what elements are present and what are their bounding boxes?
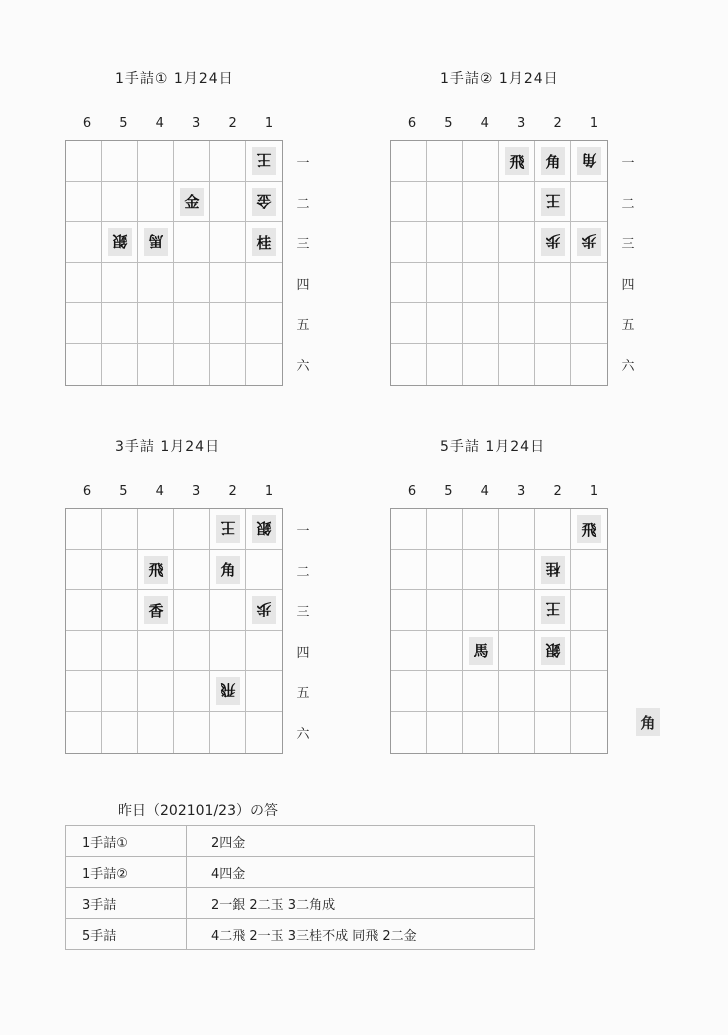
row-label: 一 [621, 156, 635, 171]
board-cell [499, 550, 535, 591]
board-cell [571, 509, 607, 550]
board-cell [463, 550, 499, 591]
row-label: 四 [296, 277, 310, 293]
board-cell [427, 631, 463, 672]
column-label: 3 [517, 484, 526, 499]
row-label: 六 [296, 359, 310, 374]
board-cell [138, 303, 174, 344]
board-cell [427, 671, 463, 712]
column-label: 4 [155, 116, 164, 131]
board-cell [391, 263, 427, 304]
board-cell [391, 631, 427, 672]
column-label: 5 [119, 116, 128, 131]
board-cell [427, 509, 463, 550]
board-cell [463, 141, 499, 182]
board-cell [66, 550, 102, 591]
problem-1 [65, 68, 365, 398]
board-cell [66, 509, 102, 550]
column-labels [69, 484, 289, 500]
table-row [66, 919, 535, 950]
board-cell [66, 712, 102, 753]
board-cell [427, 550, 463, 591]
column-label: 5 [444, 116, 453, 131]
board-cell [463, 182, 499, 223]
board-cell [174, 303, 210, 344]
row-label: 一 [296, 524, 310, 539]
row-label: 三 [296, 237, 310, 253]
answer-text: 2四金 [187, 826, 535, 857]
answer-label: 1手詰② [66, 857, 187, 888]
piece-in-hand: 角 [636, 708, 660, 736]
column-label: 1 [264, 116, 274, 131]
shogi-piece: 王 [541, 596, 565, 624]
board-cell [138, 712, 174, 753]
board-cell [210, 590, 246, 631]
shogi-piece: 銀 [252, 515, 276, 543]
board-cell [246, 344, 282, 385]
board-cell [571, 550, 607, 591]
board-cell [210, 182, 246, 223]
board-cell [66, 182, 102, 223]
row-label: 五 [296, 686, 310, 702]
board-cell [427, 182, 463, 223]
row-label: 二 [296, 564, 310, 580]
board-cell [66, 344, 102, 385]
board-cell [391, 222, 427, 263]
board-cell [66, 222, 102, 263]
board-cell [210, 303, 246, 344]
column-label: 3 [192, 484, 201, 499]
board-cell [571, 590, 607, 631]
board-cell [174, 509, 210, 550]
board-cell [246, 509, 282, 550]
board-cell [499, 303, 535, 344]
board-cell [571, 222, 607, 263]
column-label: 2 [228, 484, 237, 499]
board-cell [66, 141, 102, 182]
board-cell [138, 509, 174, 550]
board-cell [246, 712, 282, 753]
board-cell [535, 509, 571, 550]
shogi-piece: 王 [216, 515, 240, 543]
board-cell [571, 141, 607, 182]
board-cell [391, 671, 427, 712]
row-label: 六 [296, 727, 310, 742]
board-cell [535, 344, 571, 385]
answer-label: 1手詰① [66, 826, 187, 857]
board-cell [138, 182, 174, 223]
column-label: 1 [589, 484, 599, 499]
column-label: 6 [407, 484, 417, 499]
board-cell [102, 509, 138, 550]
answers-table [65, 825, 535, 950]
column-label: 5 [444, 484, 453, 499]
column-labels [394, 116, 614, 132]
board-cell [571, 263, 607, 304]
shogi-piece: 桂 [541, 556, 565, 584]
board-cell [174, 263, 210, 304]
shogi-piece: 金 [180, 188, 204, 216]
board-cell [391, 550, 427, 591]
board-cell [174, 631, 210, 672]
board-cell [102, 303, 138, 344]
table-row [66, 857, 535, 888]
board-cell [102, 712, 138, 753]
shogi-piece: 飛 [216, 677, 240, 705]
board-cell [246, 141, 282, 182]
board-cell [535, 671, 571, 712]
board-cell [499, 631, 535, 672]
board-cell [210, 671, 246, 712]
board-cell [210, 550, 246, 591]
column-label: 6 [407, 116, 417, 131]
board-cell [427, 712, 463, 753]
board-cell [102, 671, 138, 712]
problem-3 [65, 436, 365, 766]
column-label: 6 [82, 116, 92, 131]
shogi-piece: 歩 [577, 228, 601, 256]
answer-label: 5手詰 [66, 919, 187, 950]
row-label: 三 [296, 605, 310, 621]
board-cell [571, 712, 607, 753]
board-cell [535, 141, 571, 182]
shogi-piece: 桂 [252, 228, 276, 256]
board-cell [210, 509, 246, 550]
board-cell [535, 550, 571, 591]
board-cell [138, 671, 174, 712]
problem-title: 3手詰 1月24日 [115, 439, 221, 455]
board-cell [463, 303, 499, 344]
column-label: 4 [480, 484, 489, 499]
board-cell [463, 712, 499, 753]
board-cell [174, 550, 210, 591]
board-cell [210, 631, 246, 672]
board-cell [463, 671, 499, 712]
problem-2 [390, 68, 690, 398]
row-label: 六 [621, 359, 635, 374]
board-cell [138, 631, 174, 672]
board-cell [535, 303, 571, 344]
board-cell [138, 141, 174, 182]
board-cell [391, 712, 427, 753]
board-cell [174, 671, 210, 712]
board-cell [499, 344, 535, 385]
answer-text: 4四金 [187, 857, 535, 888]
board-cell [174, 141, 210, 182]
shogi-piece: 角 [541, 147, 565, 175]
board-cell [499, 263, 535, 304]
board-cell [427, 263, 463, 304]
board-cell [138, 550, 174, 591]
board-cell [391, 590, 427, 631]
board-cell [535, 712, 571, 753]
board-cell [174, 182, 210, 223]
board-cell [66, 590, 102, 631]
board-cell [102, 263, 138, 304]
problem-title: 5手詰 1月24日 [440, 439, 546, 455]
shogi-piece: 王 [252, 147, 276, 175]
board-cell [499, 182, 535, 223]
board-cell [499, 509, 535, 550]
shogi-piece: 香 [144, 596, 168, 624]
board-cell [246, 590, 282, 631]
board-cell [102, 590, 138, 631]
row-label: 二 [621, 196, 635, 212]
board-cell [102, 631, 138, 672]
board-cell [210, 222, 246, 263]
board-cell [427, 222, 463, 263]
board-cell [499, 712, 535, 753]
board-cell [391, 141, 427, 182]
board-cell [463, 590, 499, 631]
shogi-piece: 歩 [252, 596, 276, 624]
row-label: 四 [296, 645, 310, 661]
row-label: 一 [296, 156, 310, 171]
shogi-board [65, 140, 283, 386]
board-cell [246, 303, 282, 344]
table-row [66, 826, 535, 857]
board-cell [499, 222, 535, 263]
column-label: 5 [119, 484, 128, 499]
shogi-piece: 角 [577, 147, 601, 175]
shogi-piece: 歩 [541, 228, 565, 256]
board-cell [246, 263, 282, 304]
board-cell [499, 141, 535, 182]
shogi-piece: 銀 [108, 228, 132, 256]
board-cell [427, 303, 463, 344]
board-cell [102, 550, 138, 591]
column-label: 1 [264, 484, 274, 499]
board-cell [138, 263, 174, 304]
board-cell [571, 182, 607, 223]
answer-label: 3手詰 [66, 888, 187, 919]
board-cell [102, 141, 138, 182]
row-label: 四 [621, 277, 635, 293]
board-cell [66, 303, 102, 344]
board-cell [427, 141, 463, 182]
board-cell [210, 263, 246, 304]
table-row [66, 888, 535, 919]
board-cell [66, 263, 102, 304]
column-label: 4 [480, 116, 489, 131]
board-cell [391, 182, 427, 223]
board-cell [102, 182, 138, 223]
board-cell [246, 222, 282, 263]
board-cell [391, 303, 427, 344]
board-cell [66, 631, 102, 672]
board-cell [210, 141, 246, 182]
board-cell [571, 671, 607, 712]
problem-title: 1手詰① 1月24日 [115, 71, 234, 87]
board-cell [571, 631, 607, 672]
column-label: 2 [553, 116, 562, 131]
board-cell [210, 712, 246, 753]
board-cell [463, 263, 499, 304]
board-cell [66, 671, 102, 712]
board-cell [174, 590, 210, 631]
column-labels [394, 484, 614, 500]
board-cell [174, 712, 210, 753]
shogi-piece: 銀 [541, 637, 565, 665]
shogi-piece: 王 [541, 188, 565, 216]
shogi-piece: 飛 [144, 556, 168, 584]
board-cell [427, 344, 463, 385]
shogi-piece: 金 [252, 188, 276, 216]
answer-text: 4二飛 2一玉 3三桂不成 同飛 2二金 [187, 919, 535, 950]
shogi-board [390, 140, 608, 386]
board-cell [391, 509, 427, 550]
board-cell [138, 344, 174, 385]
shogi-board [390, 508, 608, 754]
board-cell [463, 344, 499, 385]
board-cell [102, 222, 138, 263]
shogi-piece: 馬 [144, 228, 168, 256]
column-label: 3 [192, 116, 201, 131]
answers-title: 昨日（202101/23）の答 [118, 803, 278, 819]
board-cell [102, 344, 138, 385]
board-cell [246, 631, 282, 672]
column-label: 1 [589, 116, 599, 131]
row-label: 二 [296, 196, 310, 212]
board-cell [499, 590, 535, 631]
board-cell [571, 303, 607, 344]
answer-text: 2一銀 2二玉 3二角成 [187, 888, 535, 919]
column-label: 2 [553, 484, 562, 499]
board-cell [463, 222, 499, 263]
board-cell [535, 222, 571, 263]
shogi-piece: 馬 [469, 637, 493, 665]
shogi-piece: 角 [216, 556, 240, 584]
column-label: 2 [228, 116, 237, 131]
board-cell [535, 590, 571, 631]
shogi-board [65, 508, 283, 754]
board-cell [210, 344, 246, 385]
board-cell [138, 590, 174, 631]
column-labels [69, 116, 289, 132]
row-label: 五 [296, 318, 310, 334]
problem-title: 1手詰② 1月24日 [440, 71, 559, 87]
board-cell [463, 631, 499, 672]
board-cell [138, 222, 174, 263]
board-cell [463, 509, 499, 550]
board-cell [571, 344, 607, 385]
board-cell [174, 344, 210, 385]
column-label: 4 [155, 484, 164, 499]
row-label: 三 [621, 237, 635, 253]
shogi-piece: 飛 [505, 147, 529, 175]
column-label: 3 [517, 116, 526, 131]
column-label: 6 [82, 484, 92, 499]
board-cell [391, 344, 427, 385]
board-cell [535, 631, 571, 672]
board-cell [535, 182, 571, 223]
board-cell [174, 222, 210, 263]
board-cell [427, 590, 463, 631]
board-cell [499, 671, 535, 712]
board-cell [535, 263, 571, 304]
board-cell [246, 671, 282, 712]
board-cell [246, 550, 282, 591]
row-label: 五 [621, 318, 635, 334]
board-cell [246, 182, 282, 223]
shogi-piece: 飛 [577, 515, 601, 543]
